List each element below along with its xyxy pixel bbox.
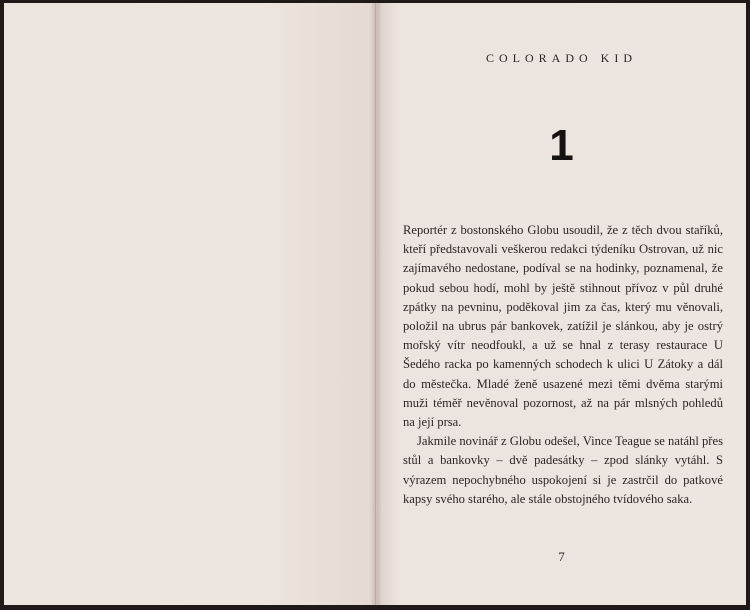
paragraph-1: Reportér z bostonského Globu usoudil, že z těch dvou staříků, kteří představovali veškerou redakci týdeníku Ostrovan, už nic zajímavého nedostane, podíval se na hodinky, poznamenal, že pokud sebou hodí, mohl by ještě stihnout přívoz v půl druhé zpátky na pevninu, poděkoval jim za čas, který mu věnovali, položil na ubrus pár bankovek, zatížil je slánkou, aby je ostrý mořský vítr neodfoukl, a už se hnal z terasy restaurace U Šedého racka po kamenných schodech k ulici U Zátoky a dál do městečka. Mladé ženě usazené mezi těmi dvěma starými muži téměř nevěnoval pozornost, až na pár mlsných pohledů na její prsa. xyxy=(403,223,723,430)
running-head: COLORADO KID xyxy=(486,51,637,65)
page-number: 7 xyxy=(558,549,565,564)
chapter-number: 1 xyxy=(549,121,574,170)
paragraph-2: Jakmile novinář z Globu odešel, Vince Teague se natáhl přes stůl a bankovky – dvě padesátky – zpod slánky vytáhl. S výrazem nepochybného uspokojení si je zastrčil do patkové kapsy svého starého, ale stále obstojného tvídového saka. xyxy=(403,434,723,506)
open-book xyxy=(4,3,746,605)
chapter-body-text xyxy=(403,221,723,509)
left-page-blank xyxy=(4,3,376,605)
right-page xyxy=(377,3,746,605)
